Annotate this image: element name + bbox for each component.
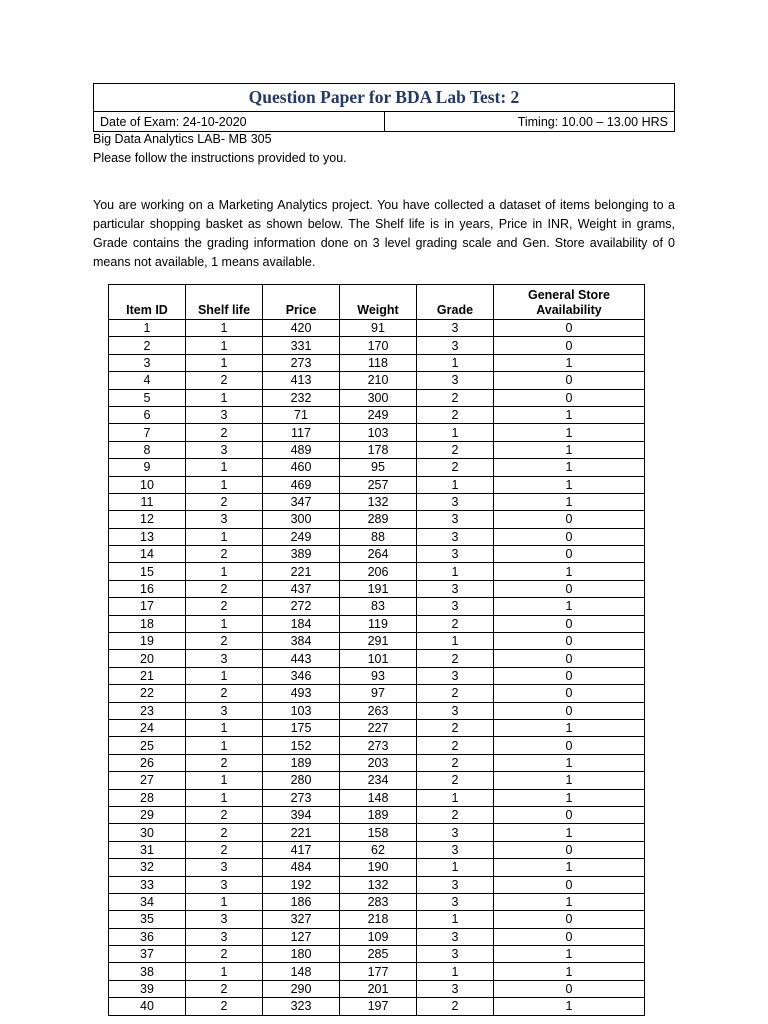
- grade-cell: 3: [417, 493, 494, 510]
- price-cell: 327: [263, 911, 340, 928]
- weight-cell: 132: [340, 493, 417, 510]
- price-cell: 127: [263, 928, 340, 945]
- store-availability-cell: 1: [494, 459, 645, 476]
- store-availability-cell: 0: [494, 876, 645, 893]
- exam-header-box: [93, 83, 675, 132]
- store-availability-cell: 0: [494, 928, 645, 945]
- grade-cell: 3: [417, 580, 494, 597]
- price-cell: 192: [263, 876, 340, 893]
- lab-course-line: Big Data Analytics LAB- MB 305: [93, 132, 272, 146]
- weight-cell: 189: [340, 806, 417, 823]
- grade-cell: 2: [417, 685, 494, 702]
- item-id-cell: 13: [109, 528, 186, 545]
- price-cell: 323: [263, 998, 340, 1015]
- shelf-life-cell: 1: [186, 963, 263, 980]
- item-id-cell: 21: [109, 667, 186, 684]
- shelf-life-cell: 1: [186, 615, 263, 632]
- grade-cell: 2: [417, 650, 494, 667]
- weight-cell: 118: [340, 354, 417, 371]
- grade-cell: 3: [417, 320, 494, 337]
- price-cell: 300: [263, 511, 340, 528]
- table-row: [109, 476, 645, 493]
- table-row: [109, 859, 645, 876]
- item-id-cell: 30: [109, 824, 186, 841]
- grade-cell: 1: [417, 789, 494, 806]
- table-row: [109, 406, 645, 423]
- shelf-life-cell: 2: [186, 824, 263, 841]
- shelf-life-cell: 3: [186, 928, 263, 945]
- price-cell: 346: [263, 667, 340, 684]
- item-id-cell: 27: [109, 772, 186, 789]
- weight-cell: 191: [340, 580, 417, 597]
- store-availability-cell: 1: [494, 824, 645, 841]
- shelf-life-cell: 2: [186, 806, 263, 823]
- shelf-life-cell: 3: [186, 441, 263, 458]
- grade-cell: 2: [417, 806, 494, 823]
- grade-cell: 1: [417, 963, 494, 980]
- table-row: [109, 824, 645, 841]
- store-availability-cell: 1: [494, 493, 645, 510]
- weight-cell: 103: [340, 424, 417, 441]
- item-id-cell: 31: [109, 841, 186, 858]
- table-row: [109, 772, 645, 789]
- shelf-life-cell: 3: [186, 650, 263, 667]
- weight-cell: 249: [340, 406, 417, 423]
- weight-cell: 158: [340, 824, 417, 841]
- table-header-row: [109, 285, 645, 320]
- item-id-cell: 7: [109, 424, 186, 441]
- shelf-life-cell: 3: [186, 911, 263, 928]
- table-row: [109, 459, 645, 476]
- table-row: [109, 685, 645, 702]
- grade-cell: 3: [417, 928, 494, 945]
- table-row: [109, 789, 645, 806]
- store-availability-cell: 0: [494, 685, 645, 702]
- price-cell: 460: [263, 459, 340, 476]
- exam-timing: Timing: 10.00 – 13.00 HRS: [517, 114, 668, 129]
- shelf-life-cell: 1: [186, 667, 263, 684]
- table-row: [109, 337, 645, 354]
- store-availability-cell: 0: [494, 372, 645, 389]
- shelf-life-cell: 3: [186, 406, 263, 423]
- weight-cell: 285: [340, 946, 417, 963]
- grade-cell: 1: [417, 633, 494, 650]
- grade-cell: 1: [417, 563, 494, 580]
- grade-cell: 2: [417, 754, 494, 771]
- shelf-life-cell: 1: [186, 772, 263, 789]
- item-id-cell: 12: [109, 511, 186, 528]
- weight-cell: 257: [340, 476, 417, 493]
- dataset-table: [108, 284, 645, 1016]
- weight-cell: 197: [340, 998, 417, 1015]
- price-cell: 189: [263, 754, 340, 771]
- store-availability-cell: 0: [494, 580, 645, 597]
- item-id-cell: 28: [109, 789, 186, 806]
- store-availability-cell: 1: [494, 424, 645, 441]
- shelf-life-cell: 2: [186, 546, 263, 563]
- table-row: [109, 354, 645, 371]
- grade-cell: 2: [417, 459, 494, 476]
- grade-cell: 2: [417, 998, 494, 1015]
- weight-cell: 300: [340, 389, 417, 406]
- item-id-cell: 20: [109, 650, 186, 667]
- item-id-cell: 32: [109, 859, 186, 876]
- grade-cell: 2: [417, 441, 494, 458]
- price-cell: 117: [263, 424, 340, 441]
- item-id-cell: 10: [109, 476, 186, 493]
- weight-cell: 88: [340, 528, 417, 545]
- price-cell: 493: [263, 685, 340, 702]
- item-id-cell: 37: [109, 946, 186, 963]
- price-cell: 175: [263, 719, 340, 736]
- item-id-cell: 4: [109, 372, 186, 389]
- item-id-cell: 22: [109, 685, 186, 702]
- table-row: [109, 528, 645, 545]
- price-cell: 152: [263, 737, 340, 754]
- item-id-cell: 2: [109, 337, 186, 354]
- table-row: [109, 998, 645, 1015]
- weight-cell: 62: [340, 841, 417, 858]
- shelf-life-cell: 2: [186, 998, 263, 1015]
- item-id-cell: 26: [109, 754, 186, 771]
- shelf-life-cell: 1: [186, 459, 263, 476]
- grade-cell: 1: [417, 476, 494, 493]
- weight-cell: 203: [340, 754, 417, 771]
- weight-cell: 95: [340, 459, 417, 476]
- grade-cell: 3: [417, 876, 494, 893]
- weight-cell: 263: [340, 702, 417, 719]
- price-cell: 347: [263, 493, 340, 510]
- item-id-cell: 34: [109, 893, 186, 910]
- table-row: [109, 493, 645, 510]
- store-availability-cell: 1: [494, 441, 645, 458]
- price-cell: 389: [263, 546, 340, 563]
- grade-cell: 3: [417, 511, 494, 528]
- price-cell: 394: [263, 806, 340, 823]
- store-availability-cell: 0: [494, 650, 645, 667]
- item-id-cell: 39: [109, 980, 186, 997]
- store-availability-cell: 0: [494, 980, 645, 997]
- item-id-cell: 5: [109, 389, 186, 406]
- weight-cell: 201: [340, 980, 417, 997]
- page-title: Question Paper for BDA Lab Test: 2: [94, 84, 674, 112]
- price-cell: 273: [263, 354, 340, 371]
- item-id-cell: 16: [109, 580, 186, 597]
- store-availability-cell: 1: [494, 789, 645, 806]
- shelf-life-cell: 2: [186, 598, 263, 615]
- grade-cell: 3: [417, 980, 494, 997]
- shelf-life-cell: 3: [186, 511, 263, 528]
- weight-cell: 177: [340, 963, 417, 980]
- date-of-exam: Date of Exam: 24-10-2020: [94, 112, 385, 131]
- col-header-weight: Weight: [340, 285, 417, 320]
- weight-cell: 91: [340, 320, 417, 337]
- table-row: [109, 928, 645, 945]
- store-availability-cell: 1: [494, 893, 645, 910]
- store-availability-cell: 1: [494, 859, 645, 876]
- weight-cell: 83: [340, 598, 417, 615]
- grade-cell: 3: [417, 702, 494, 719]
- item-id-cell: 24: [109, 719, 186, 736]
- grade-cell: 3: [417, 528, 494, 545]
- shelf-life-cell: 3: [186, 702, 263, 719]
- item-id-cell: 29: [109, 806, 186, 823]
- weight-cell: 97: [340, 685, 417, 702]
- table-body: [109, 320, 645, 1016]
- shelf-life-cell: 2: [186, 580, 263, 597]
- table-row: [109, 911, 645, 928]
- store-availability-cell: 1: [494, 998, 645, 1015]
- grade-cell: 3: [417, 824, 494, 841]
- price-cell: 331: [263, 337, 340, 354]
- price-cell: 184: [263, 615, 340, 632]
- item-id-cell: 15: [109, 563, 186, 580]
- shelf-life-cell: 1: [186, 337, 263, 354]
- shelf-life-cell: 1: [186, 389, 263, 406]
- shelf-life-cell: 1: [186, 737, 263, 754]
- store-availability-cell: 1: [494, 946, 645, 963]
- instructions-line: Please follow the instructions provided to you.: [93, 151, 347, 165]
- table-row: [109, 754, 645, 771]
- table-row: [109, 598, 645, 615]
- grade-cell: 2: [417, 406, 494, 423]
- item-id-cell: 6: [109, 406, 186, 423]
- weight-cell: 264: [340, 546, 417, 563]
- item-id-cell: 1: [109, 320, 186, 337]
- price-cell: 489: [263, 441, 340, 458]
- store-availability-cell: 0: [494, 841, 645, 858]
- price-cell: 272: [263, 598, 340, 615]
- item-id-cell: 8: [109, 441, 186, 458]
- weight-cell: 291: [340, 633, 417, 650]
- table-row: [109, 615, 645, 632]
- store-availability-cell: 0: [494, 615, 645, 632]
- table-row: [109, 702, 645, 719]
- grade-cell: 3: [417, 372, 494, 389]
- item-id-cell: 33: [109, 876, 186, 893]
- item-id-cell: 25: [109, 737, 186, 754]
- table-row: [109, 737, 645, 754]
- item-id-cell: 17: [109, 598, 186, 615]
- store-availability-cell: 1: [494, 476, 645, 493]
- grade-cell: 2: [417, 719, 494, 736]
- item-id-cell: 35: [109, 911, 186, 928]
- col-header-shelf-life: Shelf life: [186, 285, 263, 320]
- item-id-cell: 38: [109, 963, 186, 980]
- price-cell: 221: [263, 563, 340, 580]
- shelf-life-cell: 1: [186, 528, 263, 545]
- shelf-life-cell: 3: [186, 859, 263, 876]
- store-availability-cell: 0: [494, 911, 645, 928]
- price-cell: 71: [263, 406, 340, 423]
- item-id-cell: 11: [109, 493, 186, 510]
- weight-cell: 119: [340, 615, 417, 632]
- grade-cell: 2: [417, 737, 494, 754]
- grade-cell: 2: [417, 389, 494, 406]
- shelf-life-cell: 1: [186, 354, 263, 371]
- table-row: [109, 441, 645, 458]
- weight-cell: 273: [340, 737, 417, 754]
- store-availability-cell: 0: [494, 528, 645, 545]
- table-row: [109, 424, 645, 441]
- store-availability-cell: 0: [494, 320, 645, 337]
- table-row: [109, 667, 645, 684]
- weight-cell: 206: [340, 563, 417, 580]
- grade-cell: 1: [417, 424, 494, 441]
- shelf-life-cell: 2: [186, 493, 263, 510]
- col-header-store-availability: General Store Availability: [494, 285, 645, 320]
- grade-cell: 3: [417, 841, 494, 858]
- weight-cell: 190: [340, 859, 417, 876]
- item-id-cell: 18: [109, 615, 186, 632]
- table-row: [109, 719, 645, 736]
- weight-cell: 148: [340, 789, 417, 806]
- shelf-life-cell: 2: [186, 424, 263, 441]
- store-availability-cell: 1: [494, 963, 645, 980]
- price-cell: 469: [263, 476, 340, 493]
- table-row: [109, 546, 645, 563]
- grade-cell: 2: [417, 615, 494, 632]
- store-availability-cell: 0: [494, 389, 645, 406]
- store-availability-cell: 1: [494, 719, 645, 736]
- shelf-life-cell: 1: [186, 719, 263, 736]
- shelf-life-cell: 1: [186, 893, 263, 910]
- item-id-cell: 3: [109, 354, 186, 371]
- price-cell: 249: [263, 528, 340, 545]
- problem-intro-paragraph: You are working on a Marketing Analytics project. You have collected a dataset of items belonging to a particular shopping basket as shown below. The Shelf life is in years, Price in INR, Weight in grams, Grade contains the grading information done on 3 level grading scale and Gen. Store availability of 0 means not available, 1 means available.: [93, 198, 675, 269]
- shelf-life-cell: 2: [186, 754, 263, 771]
- weight-cell: 218: [340, 911, 417, 928]
- weight-cell: 132: [340, 876, 417, 893]
- item-id-cell: 9: [109, 459, 186, 476]
- shelf-life-cell: 1: [186, 789, 263, 806]
- col-header-grade: Grade: [417, 285, 494, 320]
- weight-cell: 234: [340, 772, 417, 789]
- price-cell: 417: [263, 841, 340, 858]
- exam-info-row: [94, 112, 674, 131]
- shelf-life-cell: 2: [186, 633, 263, 650]
- weight-cell: 283: [340, 893, 417, 910]
- price-cell: 290: [263, 980, 340, 997]
- shelf-life-cell: 2: [186, 372, 263, 389]
- shelf-life-cell: 3: [186, 876, 263, 893]
- shelf-life-cell: 2: [186, 685, 263, 702]
- item-id-cell: 40: [109, 998, 186, 1015]
- price-cell: 186: [263, 893, 340, 910]
- price-cell: 280: [263, 772, 340, 789]
- shelf-life-cell: 2: [186, 980, 263, 997]
- store-availability-cell: 0: [494, 511, 645, 528]
- table-row: [109, 980, 645, 997]
- item-id-cell: 23: [109, 702, 186, 719]
- store-availability-cell: 1: [494, 772, 645, 789]
- price-cell: 384: [263, 633, 340, 650]
- price-cell: 443: [263, 650, 340, 667]
- price-cell: 413: [263, 372, 340, 389]
- price-cell: 148: [263, 963, 340, 980]
- store-availability-cell: 1: [494, 406, 645, 423]
- table-row: [109, 893, 645, 910]
- price-cell: 180: [263, 946, 340, 963]
- shelf-life-cell: 2: [186, 946, 263, 963]
- store-availability-cell: 0: [494, 337, 645, 354]
- shelf-life-cell: 1: [186, 563, 263, 580]
- table-row: [109, 806, 645, 823]
- price-cell: 437: [263, 580, 340, 597]
- store-availability-cell: 0: [494, 633, 645, 650]
- weight-cell: 178: [340, 441, 417, 458]
- store-availability-cell: 0: [494, 667, 645, 684]
- table-row: [109, 633, 645, 650]
- weight-cell: 210: [340, 372, 417, 389]
- price-cell: 232: [263, 389, 340, 406]
- grade-cell: 3: [417, 946, 494, 963]
- store-availability-cell: 0: [494, 546, 645, 563]
- store-availability-cell: 1: [494, 598, 645, 615]
- weight-cell: 289: [340, 511, 417, 528]
- weight-cell: 101: [340, 650, 417, 667]
- grade-cell: 3: [417, 893, 494, 910]
- grade-cell: 3: [417, 667, 494, 684]
- grade-cell: 3: [417, 546, 494, 563]
- weight-cell: 109: [340, 928, 417, 945]
- weight-cell: 170: [340, 337, 417, 354]
- col-header-item-id: Item ID: [109, 285, 186, 320]
- price-cell: 221: [263, 824, 340, 841]
- grade-cell: 1: [417, 354, 494, 371]
- item-id-cell: 36: [109, 928, 186, 945]
- store-availability-cell: 0: [494, 806, 645, 823]
- table-row: [109, 372, 645, 389]
- table-row: [109, 580, 645, 597]
- shelf-life-cell: 2: [186, 841, 263, 858]
- shelf-life-cell: 1: [186, 476, 263, 493]
- item-id-cell: 14: [109, 546, 186, 563]
- grade-cell: 3: [417, 337, 494, 354]
- table-row: [109, 650, 645, 667]
- store-availability-cell: 1: [494, 563, 645, 580]
- grade-cell: 3: [417, 598, 494, 615]
- store-availability-cell: 1: [494, 754, 645, 771]
- table-row: [109, 320, 645, 337]
- weight-cell: 93: [340, 667, 417, 684]
- table-row: [109, 841, 645, 858]
- shelf-life-cell: 1: [186, 320, 263, 337]
- store-availability-cell: 0: [494, 737, 645, 754]
- grade-cell: 1: [417, 859, 494, 876]
- price-cell: 103: [263, 702, 340, 719]
- store-availability-cell: 0: [494, 702, 645, 719]
- store-availability-cell: 1: [494, 354, 645, 371]
- grade-cell: 2: [417, 772, 494, 789]
- col-header-price: Price: [263, 285, 340, 320]
- price-cell: 273: [263, 789, 340, 806]
- table-row: [109, 963, 645, 980]
- table-row: [109, 946, 645, 963]
- price-cell: 484: [263, 859, 340, 876]
- table-row: [109, 876, 645, 893]
- item-id-cell: 19: [109, 633, 186, 650]
- table-row: [109, 389, 645, 406]
- grade-cell: 1: [417, 911, 494, 928]
- price-cell: 420: [263, 320, 340, 337]
- weight-cell: 227: [340, 719, 417, 736]
- table-row: [109, 511, 645, 528]
- table-row: [109, 563, 645, 580]
